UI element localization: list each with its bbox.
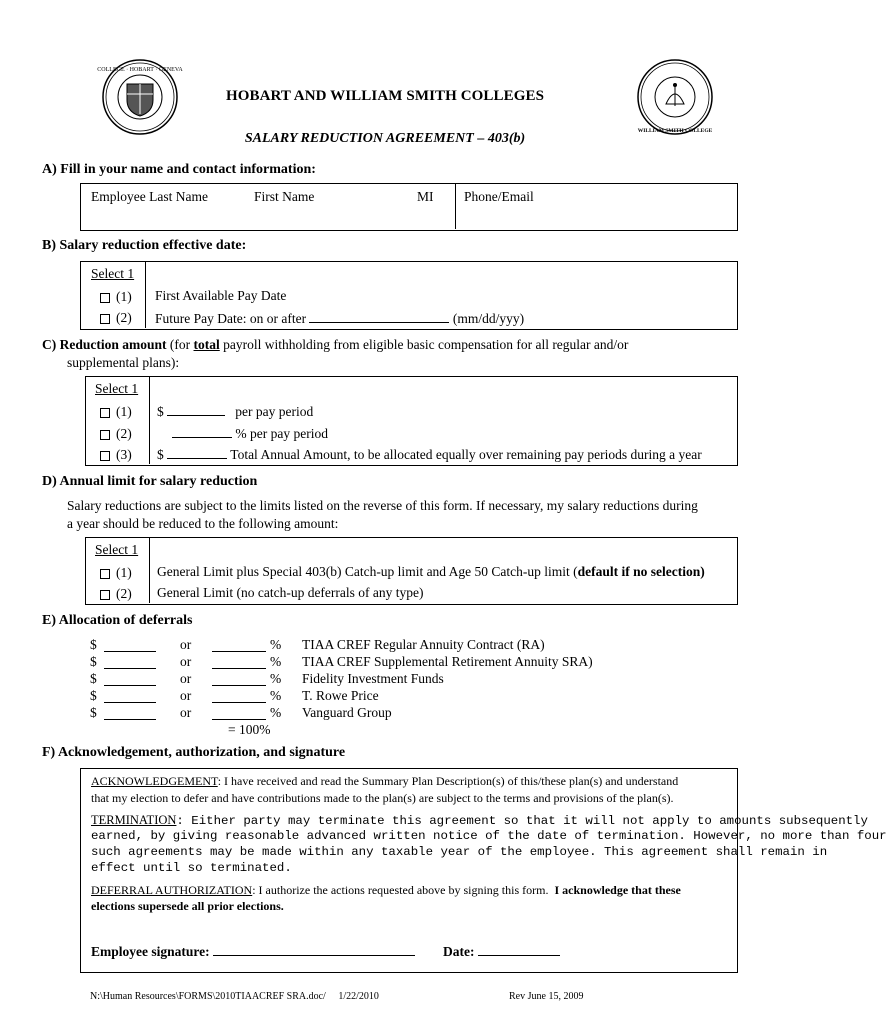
checkbox-icon[interactable] [100,451,110,461]
allocation-row [90,705,730,722]
annual-amount-row [157,446,702,463]
allocation-percent-blank[interactable] [212,639,266,652]
future-pay-date-row [155,310,524,327]
footer-file-path [90,991,379,1002]
option-number: (2) [116,586,132,601]
allocation-percent-blank[interactable] [212,656,266,669]
dollar-sign: $ [90,688,97,703]
contact-divider [455,183,456,229]
percent-sign: % [270,671,282,686]
checkbox-icon[interactable] [100,569,110,579]
deferral-emphasis: elections supersede all prior elections. [91,899,284,913]
percent-sign: % [270,688,282,703]
allocation-percent-blank[interactable] [212,673,266,686]
checkbox-icon[interactable] [100,590,110,600]
dollar-sign: $ [90,705,97,720]
option-number: (2) [116,310,132,325]
reduction-option-2[interactable] [100,426,132,442]
allocation-dollar-blank[interactable] [104,639,156,652]
termination-text: : Either party may terminate this agreement so that it will not apply to amounts subsequently [176,814,868,828]
allocation-percent-blank[interactable] [212,690,266,703]
dollar-sign: $ [157,404,164,419]
date-blank[interactable] [478,943,560,956]
per-pay-percent-blank[interactable] [172,425,232,438]
fund-name: TIAA CREF Regular Annuity Contract (RA) [302,637,545,652]
section-e-heading: E) Allocation of deferrals [42,613,193,628]
acknowledgement-label: ACKNOWLEDGEMENT [91,774,218,788]
select-divider [149,376,150,464]
allocation-percent-blank[interactable] [212,707,266,720]
general-plus-catchup-row [157,564,705,580]
option-number: (1) [116,289,132,304]
section-f-heading: F) Acknowledgement, authorization, and signature [42,745,346,760]
deferral-emphasis: I acknowledge that these [554,883,681,897]
future-pay-date-label: Future Pay Date: on or after [155,311,307,326]
option-number: (3) [116,447,132,462]
deferral-authorization-line2 [91,899,284,914]
limit-option-2[interactable] [100,586,132,602]
file-date: 1/22/2010 [338,991,379,1002]
last-name-field[interactable]: Employee Last Name [91,189,208,204]
heading-emphasis: total [193,337,220,352]
dollar-sign: $ [90,654,97,669]
termination-line3: such agreements may be made within any taxable year of the employee. This agreement shall remain in [91,845,828,859]
allocation-dollar-blank[interactable] [104,673,156,686]
heading-text: (for [169,337,191,352]
termination-line2: earned, by giving reasonable advanced written notice of the date of termination. However, no more than four [91,829,887,843]
checkbox-icon[interactable] [100,408,110,418]
section-a-heading: A) Fill in your name and contact information: [42,162,316,177]
or-label: or [180,671,192,686]
or-label: or [180,654,192,669]
general-limit-label: General Limit (no catch-up deferrals of any type) [157,585,424,600]
annual-amount-blank[interactable] [167,446,227,459]
or-label: or [180,637,192,652]
limit-paragraph-line1: Salary reductions are subject to the limits listed on the reverse of this form. If necessary, my salary reductions during [67,498,698,513]
phone-email-field[interactable]: Phone/Email [464,189,534,204]
dollar-sign: $ [90,637,97,652]
allocation-dollar-blank[interactable] [104,690,156,703]
page-title: HOBART AND WILLIAM SMITH COLLEGES [225,88,545,104]
option-number: (1) [116,565,132,580]
deferral-text: : I authorize the actions requested above by signing this form. [252,883,549,897]
dollar-sign: $ [90,671,97,686]
select-one-label: Select 1 [91,266,135,281]
select-divider [145,261,146,328]
section-c-label: C) Reduction amount [42,337,167,352]
deferral-authorization-line1 [91,883,681,898]
section-c-heading [42,337,628,353]
select-one-label: Select 1 [95,381,139,396]
date-label: Date: [443,944,475,959]
acknowledgement-line2: that my election to defer and have contributions made to the plan(s) are subject to the terms and provisions of the plan(s). [91,791,674,805]
footer-revision: Rev June 15, 2009 [509,991,584,1002]
option-number: (1) [116,404,132,419]
select-divider [149,537,150,603]
signature-row [91,943,415,960]
acknowledgement-line1 [91,774,678,789]
first-name-field[interactable]: First Name [254,189,315,204]
dollar-sign: $ [157,447,164,462]
right-seal-text: WILLIAM SMITH COLLEGE [637,128,713,134]
signature-blank[interactable] [213,943,415,956]
effective-option-2[interactable] [100,310,132,326]
annual-amount-label: Total Annual Amount, to be allocated equally over remaining pay periods during a year [230,447,702,462]
allocation-row [90,671,730,688]
date-format-hint: (mm/dd/yyy) [452,311,525,326]
default-note: default if no selection) [577,564,705,579]
signature-label: Employee signature: [91,944,210,959]
reduction-option-1[interactable] [100,404,132,420]
limit-option-label: General Limit plus Special 403(b) Catch-up limit and Age 50 Catch-up limit ( [157,564,578,579]
or-label: or [180,688,192,703]
section-d-heading: D) Annual limit for salary reduction [42,474,258,489]
percent-label: % per pay period [235,426,328,441]
allocation-total: = 100% [228,722,271,737]
per-pay-dollar-row [157,403,313,420]
termination-line1 [91,812,868,829]
select-one-label: Select 1 [95,542,139,557]
reduction-option-3[interactable] [100,447,132,463]
form-subtitle: SALARY REDUCTION AGREEMENT – 403(b) [244,131,526,146]
checkbox-icon[interactable] [100,293,110,303]
fund-name: Fidelity Investment Funds [302,671,444,686]
percent-sign: % [270,637,282,652]
percent-sign: % [270,654,282,669]
limit-paragraph-line2: a year should be reduced to the following amount: [67,516,339,531]
deferral-label: DEFERRAL AUTHORIZATION [91,883,253,897]
future-date-blank[interactable] [309,310,449,323]
first-pay-date-label: First Available Pay Date [155,288,287,303]
allocation-row [90,637,730,654]
fund-name: TIAA CREF Supplemental Retirement Annuity SRA) [302,654,593,669]
file-path: N:\Human Resources\FORMS\2010TIAACREF SRA.doc/ [90,991,326,1002]
date-row [443,943,560,960]
per-pay-percent-row [172,425,328,442]
percent-sign: % [270,705,282,720]
left-seal-text: COLLEGE · HOBART · GENEVA [97,67,183,73]
section-c-heading-line2: supplemental plans): [67,355,180,370]
acknowledgement-text: : I have received and read the Summary Plan Description(s) of this/these plan(s) and understand [217,774,679,788]
per-pay-dollar-blank[interactable] [167,403,225,416]
heading-text: payroll withholding from eligible basic compensation for all regular and/or [223,337,629,352]
allocation-row [90,654,730,671]
effective-option-1[interactable] [100,289,132,305]
allocation-dollar-blank[interactable] [104,707,156,720]
allocation-dollar-blank[interactable] [104,656,156,669]
termination-label: TERMINATION [91,813,177,827]
per-pay-label: per pay period [235,404,314,419]
termination-line4: effect until so terminated. [91,861,292,875]
fund-name: Vanguard Group [302,705,392,720]
checkbox-icon[interactable] [100,314,110,324]
or-label: or [180,705,192,720]
mi-field[interactable]: MI [417,189,434,204]
checkbox-icon[interactable] [100,430,110,440]
limit-option-1[interactable] [100,565,132,581]
allocation-row [90,688,730,705]
section-b-heading: B) Salary reduction effective date: [42,238,247,253]
fund-name: T. Rowe Price [302,688,379,703]
option-number: (2) [116,426,132,441]
